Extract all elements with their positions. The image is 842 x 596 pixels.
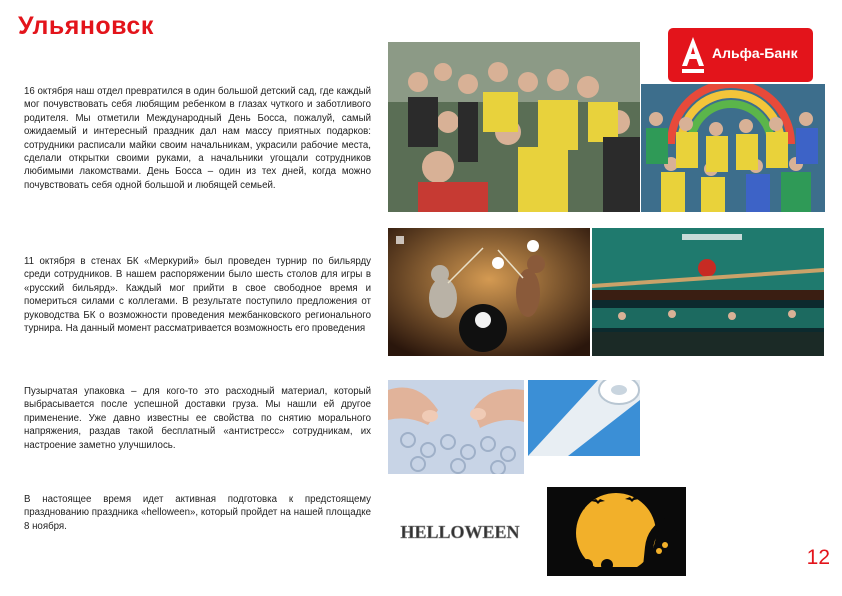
halloween-paragraph: В настоящее время идет активная подготовка к предстоящему празднованию праздника «helloween», который пройдет на нашей площадке 8 ноября. <box>24 494 371 532</box>
billiards-cats-photo <box>388 228 590 356</box>
bubble-wrap-hands-photo <box>388 380 524 474</box>
alfa-bank-logo <box>668 28 813 82</box>
boss-day-paragraph: 16 октября наш отдел превратился в один большой детский сад, где каждый мог почувствовать себя любящим ребенком в глазах чуткого и заботливого родителя. Мы отметили Международный День Босса, пожалуй, самый ожидаемый и интересный праздник дал нам массу приятных подарков: сотрудники расписали майки своим начальникам, украсили рабочие места, сделали открытки своими руками, а начальники угощали сотрудников любимыми лакомствами. День Босса – один из тех дней, когда можно почувствовать себя одной большой и любящей семьей. <box>24 86 371 191</box>
helloween-logo <box>398 516 522 546</box>
billiards-tables-photo <box>592 228 824 356</box>
bubble-wrap-roll-photo <box>528 380 640 456</box>
bubble-wrap-paragraph: Пузырчатая упаковка – для кого-то это расходный материал, который выбрасывается после успешной доставки груза. Мы нашли ей другое применение. Уже давно известны ее свойства по снятию морального напряжения, раздав такой бесплатный «антистресс» сотрудникам, их настроение заметно улучшилось. <box>24 386 371 451</box>
billiards-paragraph: 11 октября в стенах БК «Меркурий» был проведен турнир по бильярду среди сотрудников. В нашем распоряжении было шесть столов для игры в «русский бильярд». Каждый мог прийти в свое свободное время и помериться силами с коллегами. В результате поступило предложения от руководства БК о возможности проведения межбанковского регионального турнира. На данный момент рассматривается возможность его проведения <box>24 256 371 335</box>
boss-day-group-photo <box>388 42 640 212</box>
slide-title: Ульяновск <box>18 12 154 40</box>
alfa-letter-icon <box>678 34 708 76</box>
page-number: 12 <box>806 546 830 569</box>
boss-day-team-photo <box>641 84 825 212</box>
alfa-bank-name: Альфа-Банк <box>712 45 798 61</box>
helloween-logo-text: HELLOWEEN <box>400 522 520 542</box>
halloween-night-photo <box>547 487 686 576</box>
